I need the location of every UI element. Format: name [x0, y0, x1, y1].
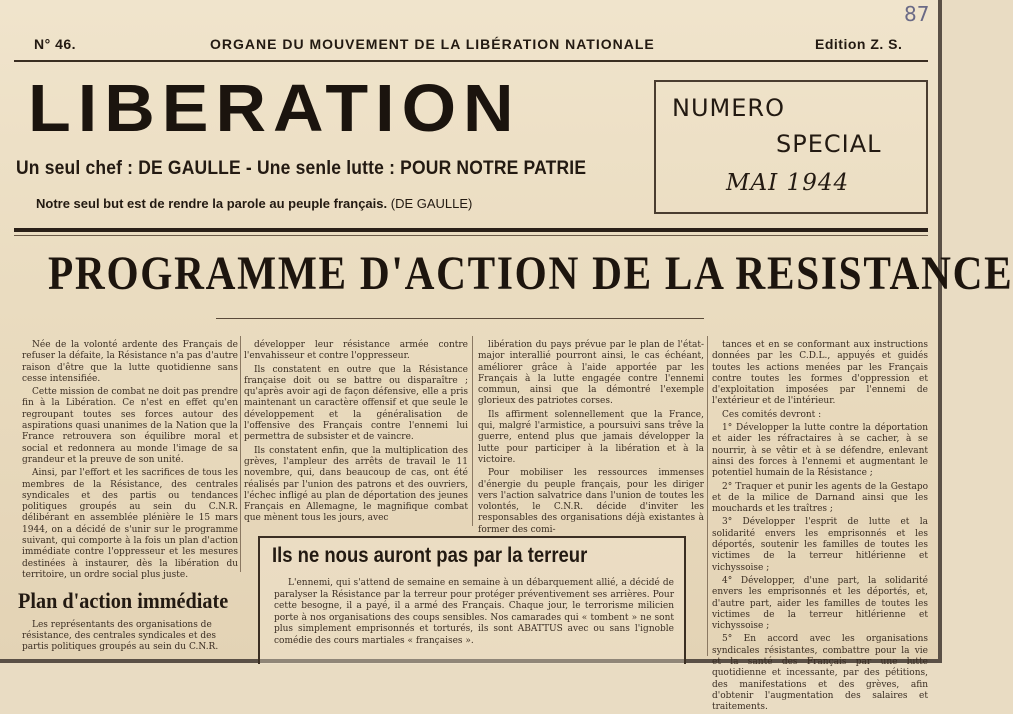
column-2 — [244, 340, 468, 524]
headline-rule — [216, 318, 704, 319]
box-text — [274, 578, 674, 647]
paragraph: L'ennemi, qui s'attend de semaine en semaine à un débarquement allié, a décidé de paralyser la Résistance par la terreur pour protéger préventivement ses arrières. Pour cette besogne, il a payé, il a armé des Français. Chaque jour, le terrorisme milicien porte à nos organisations des coups sensibles. Nos camarades qui « tombent » ne sont plus simplement emprisonnés et torturés, ils sont ABATTUS avec ou sans l'ignoble comédie des cours martiales « françaises ». — [274, 578, 674, 646]
column-divider — [707, 336, 708, 656]
special-line-1: NUMERO — [672, 94, 785, 122]
paragraph: 2° Traquer et punir les agents de la Gestapo et de la milice de Darnand ainsi que les mouchards et les traîtres ; — [712, 481, 928, 515]
special-line-2: SPECIAL — [776, 130, 882, 158]
quote-text: Notre seul but est de rendre la parole au peuple français. — [36, 196, 388, 211]
masthead-rule-thin — [14, 235, 928, 236]
column-1 — [22, 340, 238, 580]
special-line-3: MAI 1944 — [726, 170, 850, 196]
paragraph: 1° Développer la lutte contre la déportation et aider les réfractaires à se cacher, à se nourrir, à se vêtir et à se défendre, enlevant ainsi des forces à l'ennemi et augmentant le potentiel humain de la Résistance ; — [712, 423, 928, 479]
paragraph: 5° En accord avec les organisations syndicales résistantes, combattre pour la vie et la santé des Français par une lutte quotidienne et incessante, par des pétitions, des manifestations et des grèves, afin d'obtenir l'augmentation des salaires et traitements. — [712, 634, 928, 713]
paragraph: Née de la volonté ardente des Français de refuser la défaite, la Résistance n'a pas d'autre raison d'être que la lutte quotidienne sans cesse intensifiée. — [22, 340, 238, 384]
header-rule — [14, 60, 928, 62]
plan-text — [22, 620, 236, 660]
column-4 — [712, 340, 928, 713]
masthead-title: LIBERATION — [28, 70, 521, 146]
paragraph: 3° Développer l'esprit de lutte et la solidarité envers les emprisonnés et les déportés, soutenir les familles de toutes les victimes de la terreur hitlérienne et vichyssoise ; — [712, 517, 928, 573]
quote-author: (DE GAULLE) — [390, 196, 473, 211]
column-divider — [472, 336, 473, 526]
plan-heading: Plan d'action immédiate — [18, 588, 229, 613]
column-divider — [240, 336, 241, 572]
masthead-slogan: Un seul chef : DE GAULLE - Une senle lutte : POUR NOTRE PATRIE — [16, 158, 587, 179]
special-issue-box — [654, 80, 928, 214]
headline: PROGRAMME D'ACTION DE LA RESISTANCE — [48, 247, 1013, 300]
paragraph: libération du pays prévue par le plan de l'état-major interallié pourront ainsi, le cas échéant, améliorer grâce à l'aide apportée par les Français à la lutte engagée contre l'ennemi commun, ainsi que la démontré l'exemple glorieux des patriotes corses. — [478, 340, 704, 407]
organ-label: ORGANE DU MOUVEMENT DE LA LIBÉRATION NATIONALE — [210, 36, 655, 52]
paragraph: Les représentants des organisations de résistance, des centrales syndicales et des partis politiques groupés au sein du C.N.R. — [22, 620, 219, 652]
paragraph: 4° Développer, d'une part, la solidarité envers les emprisonnés et les déportés, et, d'autre part, aider les familles de toutes les victimes de la terreur hitlérienne et vichyssoise ; — [712, 575, 928, 632]
paragraph: tances et en se conformant aux instructions données par les C.D.L., appuyés et guidés toutes les actions menées par les Français contre toutes les formes d'oppression et d'exploitation imposées par l'ennemi de l'extérieur et de l'intérieur. — [712, 340, 928, 407]
column-3 — [478, 340, 704, 535]
paragraph: Ainsi, par l'effort et les sacrifices de tous les membres de la Résistance, des centrales syndicales et des partis ou tendances politiques groupés au sein du C.N.R. délibérant en assemblée plénière le 15 mars 1944, on a décidé de s'unir sur le programme suivant, qui comporte à la fois un plan d'action immédiate contre l'oppresseur et les mesures destinées à instaurer, dès la libération du territoire, un ordre social plus juste. — [22, 468, 238, 580]
issue-number: N° 46. — [34, 36, 77, 52]
paragraph: Ils constatent en outre que la Résistance française doit ou se battre ou disparaître ; qu'après avoir agi de façon défensive, elle a pris maintenant un caractère offensif et que seule le développement et la généralisation de l'offensive des Français contre l'ennemi lui permettra de subsister et de vaincre. — [244, 364, 468, 443]
paragraph: développer leur résistance armée contre l'envahisseur et contre l'oppresseur. — [244, 340, 468, 362]
handwritten-note: 87 — [904, 2, 930, 26]
paragraph: Ils constatent enfin, que la multiplication des grèves, l'ampleur des arrêts de travail le 11 novembre, qui, dans beaucoup de cas, ont été réalisés par l'union des patrons et des ouvriers, l'échec infligé au plan de déportation des jeunes Français en Allemagne, le magnifique combat que mènent tous les jours, avec — [244, 445, 468, 524]
box-title: Ils ne nous auront pas par la terreur — [272, 544, 588, 567]
header-line — [0, 36, 938, 58]
edition-label: Edition Z. S. — [815, 36, 903, 52]
masthead-rule — [14, 228, 928, 232]
paragraph: Ces comités devront : — [722, 409, 822, 420]
paragraph: Cette mission de combat ne doit pas prendre fin à la Libération. Ce n'est en effet qu'en regroupant toutes ses forces autour des aspirations quasi unanimes de la Nation que la France retrouvera son équilibre moral et social et redonnera au monde l'image de sa grandeur et la preuve de son unité. — [22, 387, 238, 465]
paragraph: Ils affirment solennellement que la France, qui, malgré l'armistice, a poursuivi sans trêve la guerre, entend plus que jamais développer la lutte pour participer à la libération et à la victoire. — [478, 409, 704, 465]
masthead-quote — [36, 196, 472, 211]
terror-box — [258, 536, 686, 664]
paragraph: Pour mobiliser les ressources immenses d'énergie du peuple français, pour les diriger vers l'action salvatrice dans l'union de toutes les volontés, le C.N.R. décide d'inviter les responsables des organisations déjà existantes à former des comi- — [478, 468, 704, 535]
